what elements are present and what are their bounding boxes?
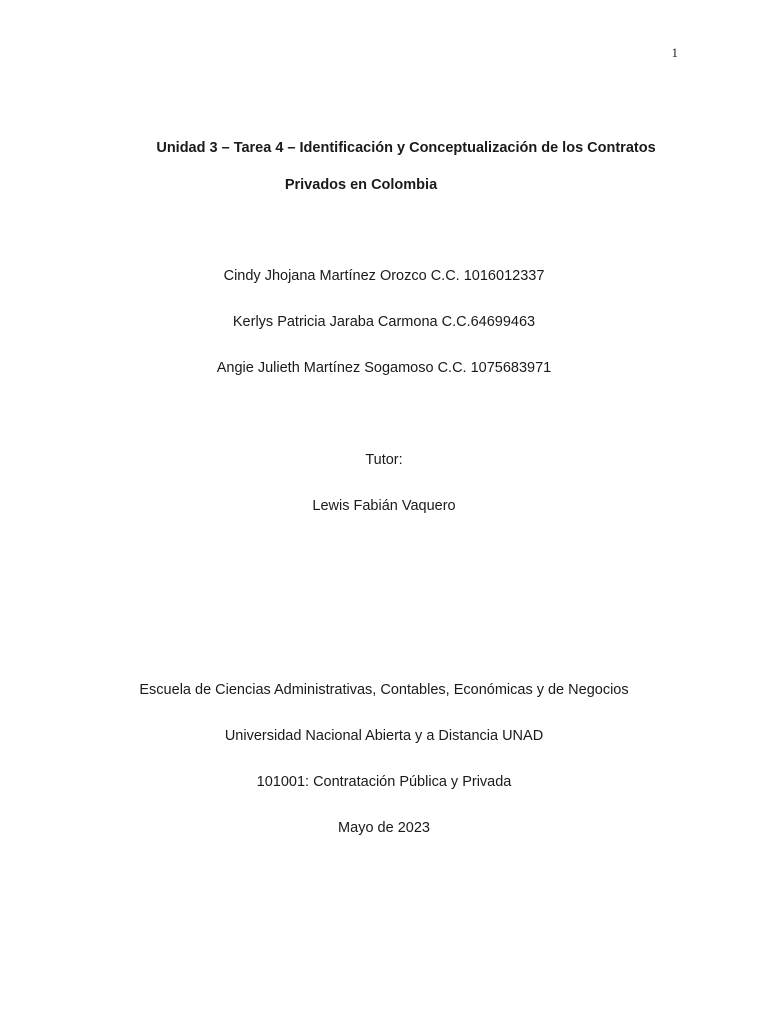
page-number: 1 (671, 45, 678, 60)
course-name: 101001: Contratación Pública y Privada (256, 774, 512, 790)
school-name: Escuela de Ciencias Administrativas, Contables, Económicas y de Negocios (139, 682, 629, 698)
document-title-line-2-text: Privados en Colombia (284, 177, 438, 193)
document-date: Mayo de 2023 (338, 820, 430, 836)
university-name: Universidad Nacional Abierta y a Distancia UNAD (224, 728, 544, 744)
author-2: Kerlys Patricia Jaraba Carmona C.C.64699463 (232, 314, 536, 330)
document-title-line-2 (0, 176, 768, 194)
author-3: Angie Julieth Martínez Sogamoso C.C. 1075683971 (216, 360, 552, 376)
tutor-label: Tutor: (365, 452, 403, 468)
tutor-name: Lewis Fabián Vaquero (312, 498, 456, 514)
document-title-line-1: Unidad 3 – Tarea 4 – Identificación y Conceptualización de los Contratos (156, 140, 656, 156)
author-1: Cindy Jhojana Martínez Orozco C.C. 1016012337 (223, 268, 545, 284)
